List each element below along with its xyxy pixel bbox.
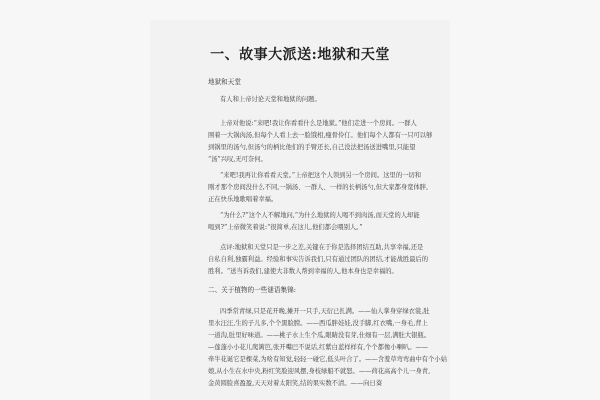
page-title: 一、故事大派送:地狱和天堂 xyxy=(210,47,390,63)
paragraph-line: “来吧!我再让你看看天堂。”上帝把这个人领到另一个房间。这里的一切和 xyxy=(220,172,422,179)
riddle-line: 一道沟,肚里好味道。——桃子水上生个瓜,眼睛没有芽,仕细有一层,满肚大银瓶。 xyxy=(208,332,431,339)
riddle-line: 娘,从小生在水中央,粉红笑脸迎风摆,身枝绿船不就怒。——荷花高高个儿一身青, xyxy=(208,368,431,375)
paragraph-line: 有人和上帝讨论天堂和地狱的问题。 xyxy=(220,96,321,103)
paragraph-line: 刚才那个房间没什么不同,一锅汤、一群人、一样的长柄汤勺,但大家都身宽体胖, xyxy=(208,184,429,191)
section-heading: 二、关于植物的一些谜语集锦: xyxy=(208,286,296,294)
paragraph-line: 点评:地狱和天堂只是一步之差,关键在于你是选择团结互助,共享幸福,还是 xyxy=(220,244,424,251)
riddle-line: 里水汪汪,生的子儿多,个个黑脸膛。——西瓜胖娃娃,没手脚,红衣嘴,一身毛,背上 xyxy=(208,320,428,327)
paragraph-line: 正在快乐地歌唱着幸福。 xyxy=(208,196,278,203)
paragraph-line: 上帝对他说:“来吧!我让你看看什么是地狱。”他们走进一个房间。一群人 xyxy=(220,120,417,127)
riddle-line: 四季常青绿,只是花开晚,摊开一只手,天衍已扎满。——仙人掌身穿绿衣裳,肚 xyxy=(220,308,430,315)
riddle-line: 牵牛花诞它是棵菜,为啥有知觉,轻轻一碰它,低头叶合了。——含羞草弯弯曲中有个小姑 xyxy=(208,356,447,363)
paragraph-1 xyxy=(208,94,438,106)
paragraph-line: 喝到?”上帝微笑着说:“很简单,在这儿,他们都会喂别人。” xyxy=(208,224,363,231)
paragraph-line: 自私自利,独霸利益。经验和事实告诉我们,只有通过团队的团结,才能战胜最后的 xyxy=(208,256,429,263)
paragraph-3 xyxy=(208,170,438,206)
paragraph-line: “汤”兴叹,无可奈何。 xyxy=(208,156,267,163)
paragraph-line: 围着一大锅肉汤,但每个人看上去一脸饿相,瘦骨伶仃。他们每个人都有一只可以够 xyxy=(208,132,433,139)
paragraph-2 xyxy=(208,118,438,166)
paragraph-line: “为什么?”这个人不解地问,“为什么地狱的人喝不到肉汤,而天堂的人却能 xyxy=(220,212,420,219)
paragraph-line: 到锅里的汤勺,但汤勺的柄比他们的手臂还长,自己没法把汤送进嘴里,只能望 xyxy=(208,144,416,151)
riddle-line: 金黄圆脸喜盈盈,天天对着太阳笑,结的果实数不清。——向日葵 xyxy=(208,380,383,387)
subheading: 地狱和天堂 xyxy=(208,78,241,86)
riddle-line: —莲蓬小小花儿爬篱笆,张开嘴巴不说话,红紫白蓝样样有,个个都像小喇叭。—— xyxy=(208,344,429,351)
paragraph-5 xyxy=(208,242,438,278)
paragraph-4 xyxy=(208,210,438,234)
riddle-paragraph xyxy=(208,306,447,390)
paragraph-line: 胜利。“送当诉我们,建使大非数人帮到幸福的人,他本身也是幸福的。 xyxy=(208,268,398,275)
document-page xyxy=(150,20,450,400)
